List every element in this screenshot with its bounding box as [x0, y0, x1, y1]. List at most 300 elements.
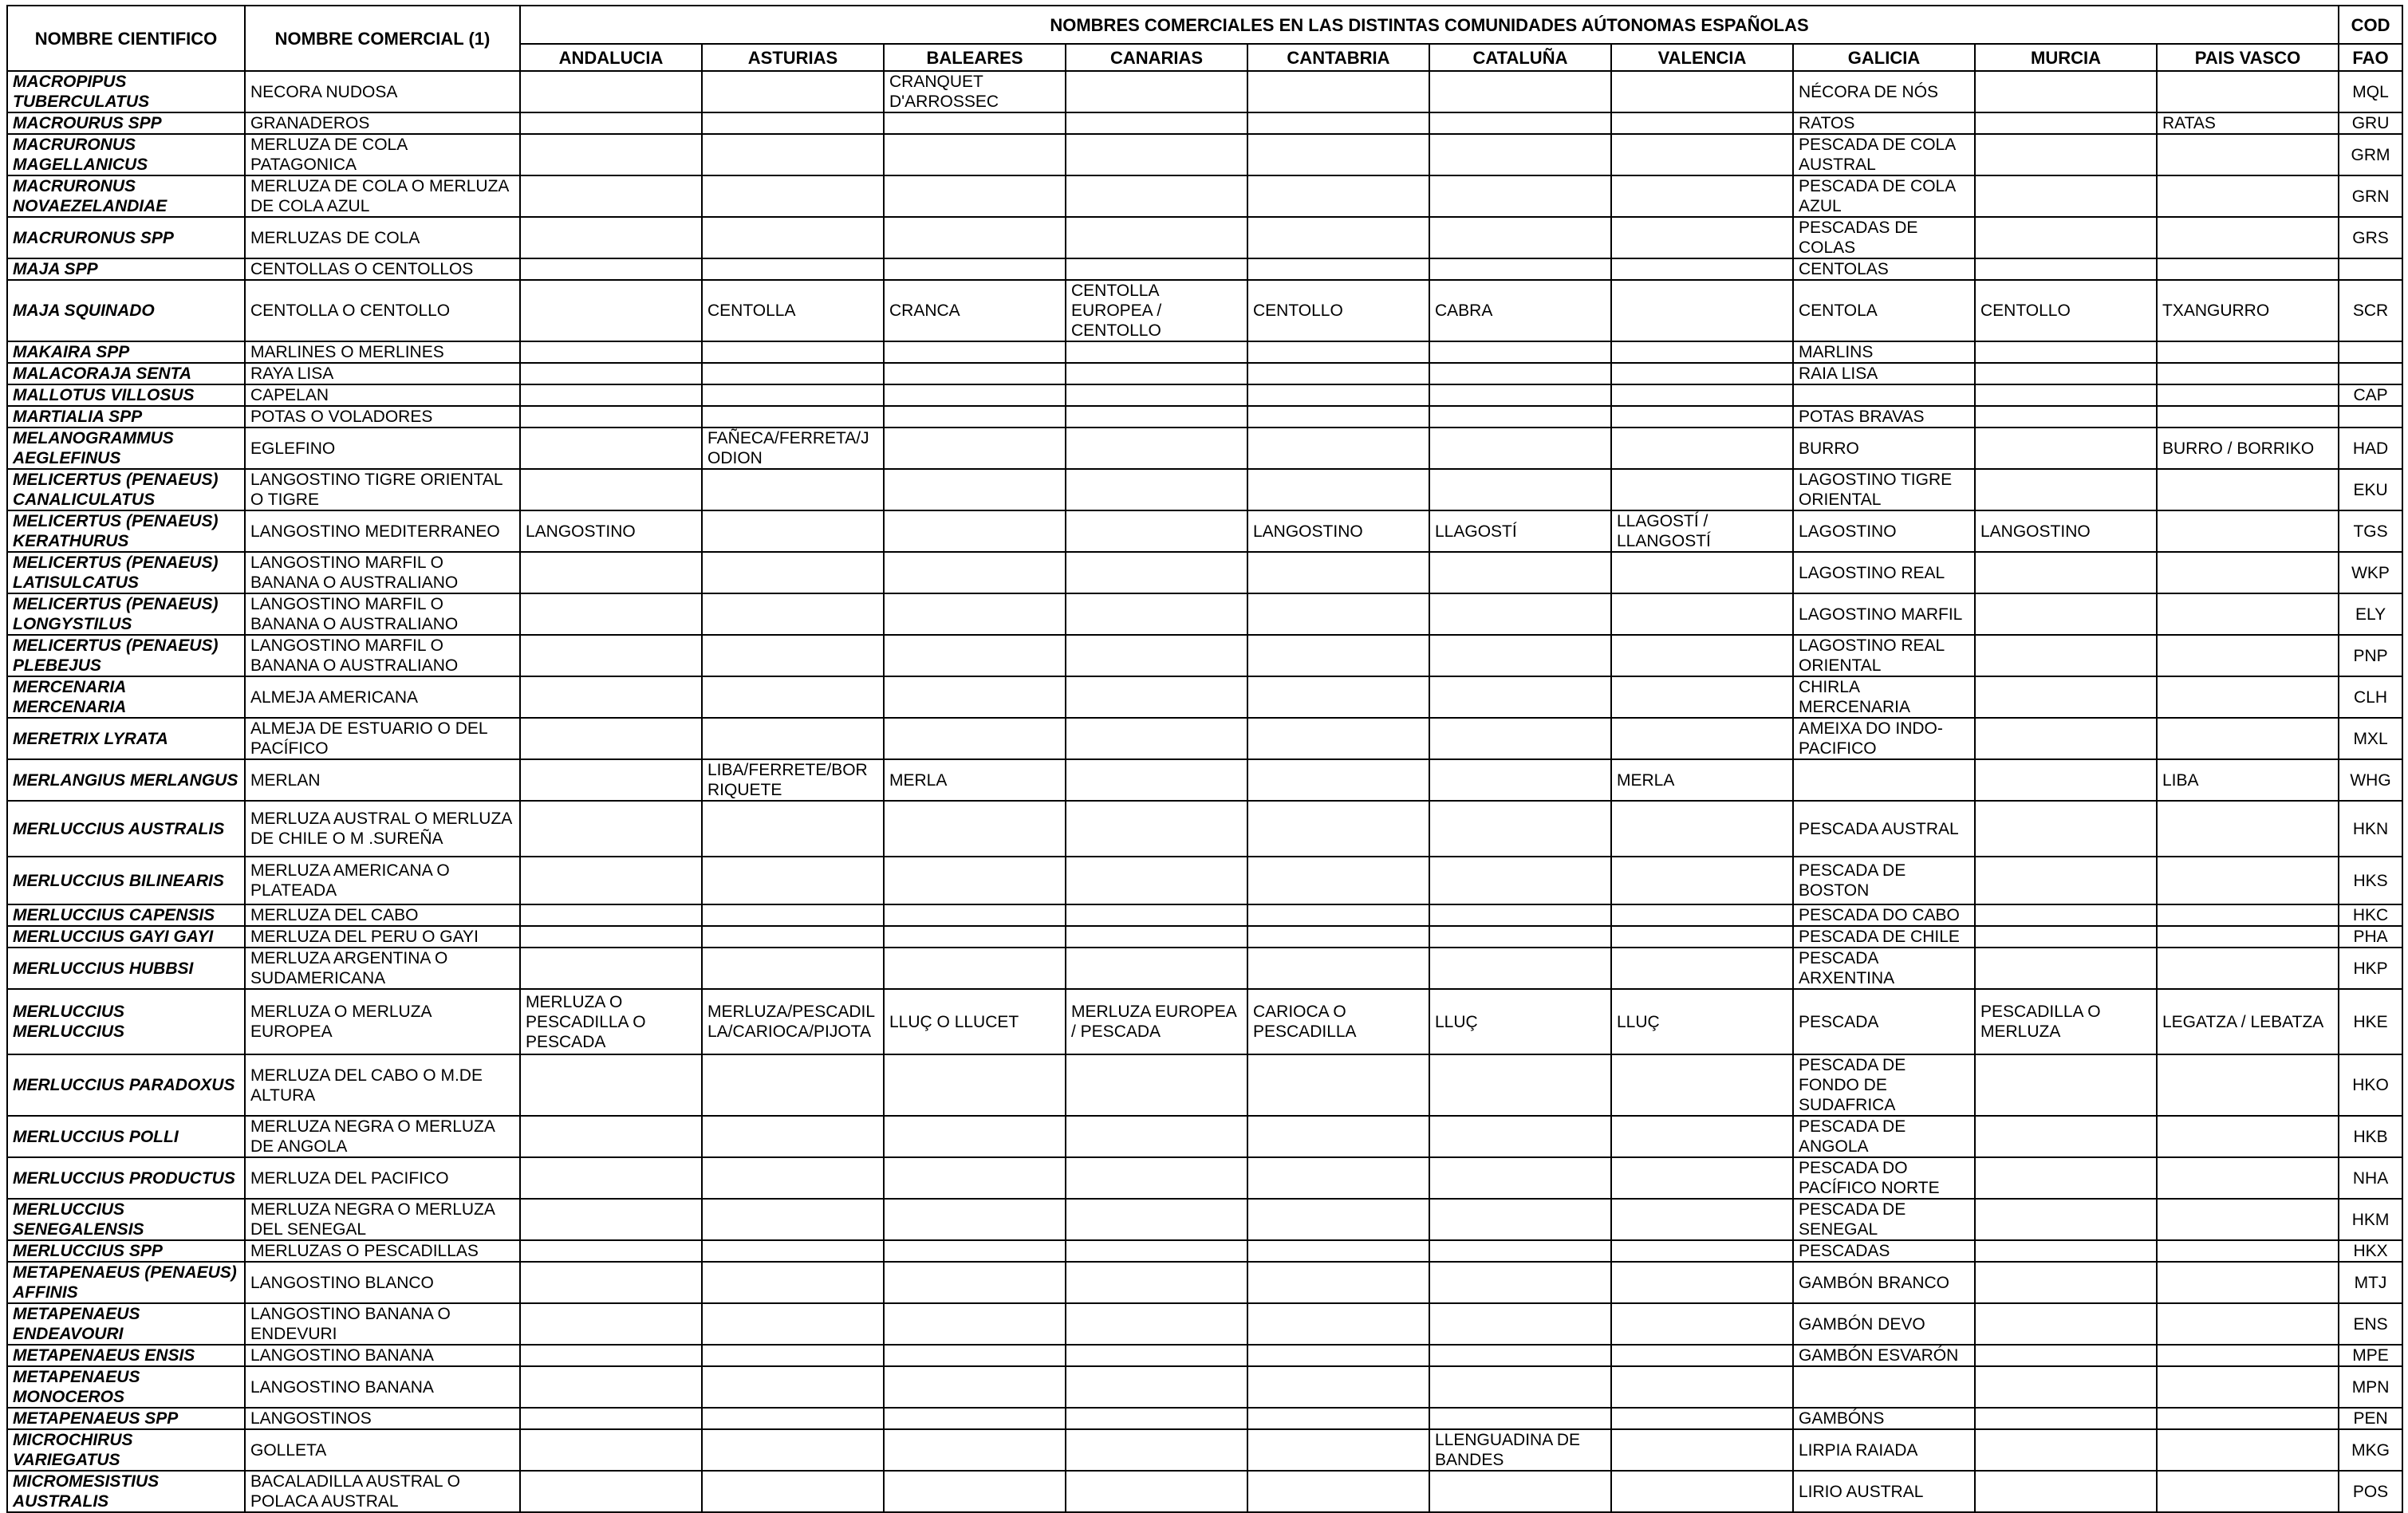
region-name-cell — [702, 1262, 884, 1303]
region-name-cell: MERLA — [1611, 759, 1793, 801]
table-row — [7, 904, 2402, 926]
region-name-cell — [702, 1157, 884, 1199]
region-name-cell: LEGATZA / LEBATZA — [2157, 989, 2339, 1054]
fao-code-cell — [2339, 258, 2402, 280]
table-row — [7, 258, 2402, 280]
region-name-cell — [1247, 175, 1429, 217]
region-name-cell — [520, 718, 702, 759]
region-name-cell — [702, 926, 884, 948]
table-row — [7, 1408, 2402, 1429]
region-name-cell — [1247, 384, 1429, 406]
header-region-0: ANDALUCIA — [520, 44, 702, 71]
region-name-cell — [2157, 1054, 2339, 1116]
region-name-cell — [520, 1345, 702, 1366]
table-row — [7, 280, 2402, 341]
table-row — [7, 1116, 2402, 1157]
scientific-name-cell: MELICERTUS (PENAEUS) LONGYSTILUS — [7, 593, 245, 635]
region-name-cell: FAÑECA/FERRETA/JODION — [702, 428, 884, 469]
commercial-name-cell: MERLUZAS DE COLA — [245, 217, 520, 258]
region-name-cell — [1429, 469, 1611, 510]
region-name-cell — [1066, 71, 1247, 112]
region-name-cell — [1611, 948, 1793, 989]
region-name-cell: LAGOSTINO REAL ORIENTAL — [1793, 635, 1975, 676]
fao-code-cell: MQL — [2339, 71, 2402, 112]
region-name-cell — [1975, 1471, 2157, 1512]
fao-code-cell: PHA — [2339, 926, 2402, 948]
fao-code-cell: EKU — [2339, 469, 2402, 510]
region-name-cell — [1429, 112, 1611, 134]
scientific-name-cell: MERETRIX LYRATA — [7, 718, 245, 759]
region-name-cell — [1247, 904, 1429, 926]
scientific-name-cell: METAPENAEUS ENSIS — [7, 1345, 245, 1366]
region-name-cell — [702, 1366, 884, 1408]
commercial-name-cell: MERLUZA O MERLUZA EUROPEA — [245, 989, 520, 1054]
scientific-name-cell: MERLUCCIUS SENEGALENSIS — [7, 1199, 245, 1240]
region-name-cell — [1066, 1157, 1247, 1199]
region-name-cell — [1066, 718, 1247, 759]
commercial-name-cell: MERLUZA DEL PACIFICO — [245, 1157, 520, 1199]
region-name-cell — [702, 718, 884, 759]
region-name-cell — [2157, 904, 2339, 926]
fao-code-cell: MTJ — [2339, 1262, 2402, 1303]
region-name-cell — [1429, 1240, 1611, 1262]
header-fao: FAO — [2339, 44, 2402, 71]
region-name-cell: CABRA — [1429, 280, 1611, 341]
region-name-cell — [884, 1240, 1066, 1262]
table-row — [7, 948, 2402, 989]
region-name-cell — [1429, 134, 1611, 175]
table-row — [7, 428, 2402, 469]
region-name-cell — [2157, 552, 2339, 593]
region-name-cell — [1611, 635, 1793, 676]
region-name-cell — [1429, 718, 1611, 759]
region-name-cell: CRANCA — [884, 280, 1066, 341]
region-name-cell: GAMBÓN BRANCO — [1793, 1262, 1975, 1303]
region-name-cell — [520, 948, 702, 989]
header-region-3: CANARIAS — [1066, 44, 1247, 71]
region-name-cell — [1066, 406, 1247, 428]
region-name-cell: BURRO — [1793, 428, 1975, 469]
region-name-cell — [1066, 134, 1247, 175]
region-name-cell — [520, 1116, 702, 1157]
region-name-cell — [1975, 857, 2157, 904]
fao-code-cell: MKG — [2339, 1429, 2402, 1471]
region-name-cell — [1066, 1303, 1247, 1345]
region-name-cell: PESCADAS DE COLAS — [1793, 217, 1975, 258]
region-name-cell: LIRIO AUSTRAL — [1793, 1471, 1975, 1512]
region-name-cell — [2157, 635, 2339, 676]
region-name-cell — [1066, 759, 1247, 801]
table-row — [7, 1054, 2402, 1116]
region-name-cell — [702, 1408, 884, 1429]
region-name-cell — [520, 384, 702, 406]
fao-code-cell: NHA — [2339, 1157, 2402, 1199]
region-name-cell — [1611, 384, 1793, 406]
table-row — [7, 801, 2402, 857]
region-name-cell — [702, 635, 884, 676]
region-name-cell — [884, 593, 1066, 635]
table-body — [7, 71, 2402, 1512]
fao-code-cell: HKE — [2339, 989, 2402, 1054]
commercial-name-cell: RAYA LISA — [245, 363, 520, 384]
fao-code-cell: HKC — [2339, 904, 2402, 926]
region-name-cell — [1975, 1054, 2157, 1116]
region-name-cell — [884, 112, 1066, 134]
header-region-9: PAIS VASCO — [2157, 44, 2339, 71]
region-name-cell — [2157, 71, 2339, 112]
region-name-cell — [1247, 1116, 1429, 1157]
table-row — [7, 1366, 2402, 1408]
table-row — [7, 635, 2402, 676]
scientific-name-cell: MELICERTUS (PENAEUS) CANALICULATUS — [7, 469, 245, 510]
header-region-2: BALEARES — [884, 44, 1066, 71]
region-name-cell — [1975, 1199, 2157, 1240]
region-name-cell — [702, 593, 884, 635]
region-name-cell — [1793, 759, 1975, 801]
scientific-name-cell: MALLOTUS VILLOSUS — [7, 384, 245, 406]
commercial-name-cell: MERLUZA NEGRA O MERLUZA DEL SENEGAL — [245, 1199, 520, 1240]
region-name-cell: PESCADA AUSTRAL — [1793, 801, 1975, 857]
region-name-cell — [520, 857, 702, 904]
region-name-cell — [1247, 134, 1429, 175]
fao-code-cell: POS — [2339, 1471, 2402, 1512]
region-name-cell — [1066, 1262, 1247, 1303]
region-name-cell: PESCADAS — [1793, 1240, 1975, 1262]
region-name-cell — [884, 1471, 1066, 1512]
fao-code-cell: HKP — [2339, 948, 2402, 989]
table-row — [7, 1262, 2402, 1303]
region-name-cell — [1611, 217, 1793, 258]
region-name-cell — [884, 552, 1066, 593]
region-name-cell: GAMBÓNS — [1793, 1408, 1975, 1429]
region-name-cell — [1247, 593, 1429, 635]
region-name-cell — [884, 948, 1066, 989]
region-name-cell — [520, 175, 702, 217]
scientific-name-cell: MACROPIPUS TUBERCULATUS — [7, 71, 245, 112]
region-name-cell — [1975, 341, 2157, 363]
commercial-name-cell: LANGOSTINO TIGRE ORIENTAL O TIGRE — [245, 469, 520, 510]
region-name-cell — [884, 801, 1066, 857]
region-name-cell — [1066, 1345, 1247, 1366]
region-name-cell — [1975, 904, 2157, 926]
region-name-cell — [1793, 1366, 1975, 1408]
region-name-cell: LIBA/FERRETE/BORRIQUETE — [702, 759, 884, 801]
region-name-cell — [520, 904, 702, 926]
region-name-cell — [884, 384, 1066, 406]
commercial-name-cell: MERLUZA DEL PERU O GAYI — [245, 926, 520, 948]
fao-code-cell: GRU — [2339, 112, 2402, 134]
region-name-cell: PESCADA DE COLA AUSTRAL — [1793, 134, 1975, 175]
region-name-cell — [2157, 175, 2339, 217]
region-name-cell: CENTOLLA — [702, 280, 884, 341]
region-name-cell — [2157, 217, 2339, 258]
header-scientific-name: NOMBRE CIENTIFICO — [7, 6, 245, 71]
region-name-cell — [520, 1199, 702, 1240]
region-name-cell — [1066, 1240, 1247, 1262]
region-name-cell — [2157, 1157, 2339, 1199]
scientific-name-cell: MALACORAJA SENTA — [7, 363, 245, 384]
region-name-cell: LLUÇ — [1611, 989, 1793, 1054]
scientific-name-cell: MERLANGIUS MERLANGUS — [7, 759, 245, 801]
region-name-cell — [1429, 759, 1611, 801]
region-name-cell — [1429, 635, 1611, 676]
table-row — [7, 552, 2402, 593]
table-row — [7, 857, 2402, 904]
commercial-name-cell: MERLUZA DEL CABO — [245, 904, 520, 926]
header-cod: COD — [2339, 6, 2402, 44]
commercial-name-cell: MERLUZA AMERICANA O PLATEADA — [245, 857, 520, 904]
region-name-cell — [1429, 341, 1611, 363]
fao-code-cell: HKM — [2339, 1199, 2402, 1240]
region-name-cell — [2157, 258, 2339, 280]
region-name-cell — [884, 1199, 1066, 1240]
species-names-table — [6, 5, 2403, 1513]
region-name-cell — [884, 635, 1066, 676]
region-name-cell — [702, 363, 884, 384]
region-name-cell — [1975, 801, 2157, 857]
region-name-cell — [884, 406, 1066, 428]
region-name-cell — [1066, 801, 1247, 857]
commercial-name-cell: ALMEJA AMERICANA — [245, 676, 520, 718]
commercial-name-cell: BACALADILLA AUSTRAL O POLACA AUSTRAL — [245, 1471, 520, 1512]
table-row — [7, 134, 2402, 175]
region-name-cell — [884, 1366, 1066, 1408]
region-name-cell — [2157, 1199, 2339, 1240]
region-name-cell — [520, 134, 702, 175]
region-name-cell — [520, 217, 702, 258]
fao-code-cell: WKP — [2339, 552, 2402, 593]
commercial-name-cell: MERLUZA DEL CABO O M.DE ALTURA — [245, 1054, 520, 1116]
region-name-cell — [1975, 1366, 2157, 1408]
region-name-cell — [1611, 1262, 1793, 1303]
region-name-cell: MERLUZA O PESCADILLA O PESCADA — [520, 989, 702, 1054]
fao-code-cell: GRS — [2339, 217, 2402, 258]
region-name-cell — [1611, 363, 1793, 384]
scientific-name-cell: METAPENAEUS ENDEAVOURI — [7, 1303, 245, 1345]
region-name-cell — [1611, 1366, 1793, 1408]
region-name-cell — [702, 676, 884, 718]
scientific-name-cell: MARTIALIA SPP — [7, 406, 245, 428]
region-name-cell — [1247, 1262, 1429, 1303]
region-name-cell — [2157, 801, 2339, 857]
region-name-cell — [1429, 71, 1611, 112]
region-name-cell — [2157, 1262, 2339, 1303]
region-name-cell: LIBA — [2157, 759, 2339, 801]
region-name-cell — [2157, 134, 2339, 175]
fao-code-cell: SCR — [2339, 280, 2402, 341]
region-name-cell: PESCADA DE ANGOLA — [1793, 1116, 1975, 1157]
region-name-cell — [1975, 134, 2157, 175]
region-name-cell — [1066, 341, 1247, 363]
region-name-cell — [520, 926, 702, 948]
region-name-cell: PESCADA ARXENTINA — [1793, 948, 1975, 989]
region-name-cell: PESCADA DE SENEGAL — [1793, 1199, 1975, 1240]
region-name-cell: MERLUZA EUROPEA / PESCADA — [1066, 989, 1247, 1054]
region-name-cell — [1066, 635, 1247, 676]
table-row — [7, 989, 2402, 1054]
region-name-cell — [1975, 1157, 2157, 1199]
region-name-cell — [1066, 428, 1247, 469]
region-name-cell: CENTOLLO — [1975, 280, 2157, 341]
region-name-cell — [2157, 1116, 2339, 1157]
region-name-cell — [1247, 1408, 1429, 1429]
region-name-cell — [1611, 1054, 1793, 1116]
region-name-cell: CENTOLLA EUROPEA / CENTOLLO — [1066, 280, 1247, 341]
region-name-cell: RATOS — [1793, 112, 1975, 134]
region-name-cell — [1429, 1471, 1611, 1512]
region-name-cell — [520, 1366, 702, 1408]
region-name-cell — [1975, 1262, 2157, 1303]
scientific-name-cell: METAPENAEUS (PENAEUS) AFFINIS — [7, 1262, 245, 1303]
fao-code-cell: TGS — [2339, 510, 2402, 552]
region-name-cell — [884, 510, 1066, 552]
region-name-cell — [2157, 926, 2339, 948]
fao-code-cell: HKS — [2339, 857, 2402, 904]
table-row — [7, 469, 2402, 510]
region-name-cell — [1247, 363, 1429, 384]
commercial-name-cell: MARLINES O MERLINES — [245, 341, 520, 363]
region-name-cell — [1975, 718, 2157, 759]
region-name-cell — [702, 258, 884, 280]
region-name-cell: RAIA LISA — [1793, 363, 1975, 384]
region-name-cell — [1247, 1240, 1429, 1262]
region-name-cell — [1611, 1471, 1793, 1512]
region-name-cell: POTAS BRAVAS — [1793, 406, 1975, 428]
region-name-cell — [884, 1345, 1066, 1366]
header-regions-group: NOMBRES COMERCIALES EN LAS DISTINTAS COMUNIDADES AÚTONOMAS ESPAÑOLAS — [520, 6, 2339, 44]
region-name-cell — [1247, 428, 1429, 469]
commercial-name-cell: LANGOSTINO MARFIL O BANANA O AUSTRALIANO — [245, 635, 520, 676]
scientific-name-cell: MERLUCCIUS POLLI — [7, 1116, 245, 1157]
region-name-cell — [1066, 384, 1247, 406]
region-name-cell — [1429, 1262, 1611, 1303]
table-row — [7, 1199, 2402, 1240]
header-region-1: ASTURIAS — [702, 44, 884, 71]
table-row — [7, 406, 2402, 428]
region-name-cell — [1066, 258, 1247, 280]
region-name-cell — [520, 280, 702, 341]
region-name-cell — [1975, 1345, 2157, 1366]
region-name-cell — [884, 175, 1066, 217]
region-name-cell: MERLUZA/PESCADILLA/CARIOCA/PIJOTA — [702, 989, 884, 1054]
region-name-cell — [884, 258, 1066, 280]
region-name-cell — [520, 112, 702, 134]
region-name-cell: LIRPIA RAIADA — [1793, 1429, 1975, 1471]
region-name-cell — [1066, 1471, 1247, 1512]
region-name-cell — [884, 857, 1066, 904]
scientific-name-cell: MELICERTUS (PENAEUS) PLEBEJUS — [7, 635, 245, 676]
region-name-cell — [1066, 510, 1247, 552]
fao-code-cell — [2339, 406, 2402, 428]
commercial-name-cell: LANGOSTINO BANANA — [245, 1366, 520, 1408]
region-name-cell — [1975, 71, 2157, 112]
region-name-cell — [702, 1199, 884, 1240]
fao-code-cell: MPN — [2339, 1366, 2402, 1408]
region-name-cell — [1247, 948, 1429, 989]
fao-code-cell: MXL — [2339, 718, 2402, 759]
commercial-name-cell: LANGOSTINO BANANA O ENDEVURI — [245, 1303, 520, 1345]
region-name-cell — [702, 948, 884, 989]
region-name-cell: NÉCORA DE NÓS — [1793, 71, 1975, 112]
region-name-cell — [884, 676, 1066, 718]
scientific-name-cell: MERLUCCIUS HUBBSI — [7, 948, 245, 989]
region-name-cell — [520, 801, 702, 857]
table-row — [7, 676, 2402, 718]
region-name-cell — [1066, 469, 1247, 510]
fao-code-cell: GRN — [2339, 175, 2402, 217]
region-name-cell — [1611, 112, 1793, 134]
region-name-cell: LAGOSTINO REAL — [1793, 552, 1975, 593]
scientific-name-cell: MACRURONUS SPP — [7, 217, 245, 258]
region-name-cell — [1066, 1408, 1247, 1429]
region-name-cell — [1975, 676, 2157, 718]
fao-code-cell: PEN — [2339, 1408, 2402, 1429]
region-name-cell — [1975, 635, 2157, 676]
scientific-name-cell: MAJA SQUINADO — [7, 280, 245, 341]
region-name-cell — [1429, 676, 1611, 718]
region-name-cell — [2157, 1366, 2339, 1408]
commercial-name-cell: LANGOSTINO BLANCO — [245, 1262, 520, 1303]
region-name-cell — [1247, 718, 1429, 759]
region-name-cell — [1247, 1471, 1429, 1512]
commercial-name-cell: LANGOSTINO MARFIL O BANANA O AUSTRALIANO — [245, 552, 520, 593]
region-name-cell — [520, 1429, 702, 1471]
scientific-name-cell: MICROMESISTIUS AUSTRALIS — [7, 1471, 245, 1512]
scientific-name-cell: MERLUCCIUS SPP — [7, 1240, 245, 1262]
region-name-cell — [1429, 406, 1611, 428]
region-name-cell — [2157, 363, 2339, 384]
region-name-cell — [1975, 384, 2157, 406]
region-name-cell — [1247, 857, 1429, 904]
header-commercial-name: NOMBRE COMERCIAL (1) — [245, 6, 520, 71]
scientific-name-cell: MELANOGRAMMUS AEGLEFINUS — [7, 428, 245, 469]
scientific-name-cell: MERLUCCIUS MERLUCCIUS — [7, 989, 245, 1054]
region-name-cell — [2157, 948, 2339, 989]
region-name-cell — [702, 469, 884, 510]
region-name-cell — [1066, 363, 1247, 384]
region-name-cell: AMEIXA DO INDO-PACIFICO — [1793, 718, 1975, 759]
region-name-cell — [1975, 175, 2157, 217]
region-name-cell: CENTOLAS — [1793, 258, 1975, 280]
region-name-cell — [702, 1345, 884, 1366]
header-region-5: CATALUÑA — [1429, 44, 1611, 71]
region-name-cell — [1611, 926, 1793, 948]
region-name-cell — [884, 1157, 1066, 1199]
region-name-cell — [1611, 1116, 1793, 1157]
region-name-cell — [1975, 112, 2157, 134]
region-name-cell — [702, 857, 884, 904]
region-name-cell: CHIRLA MERCENARIA — [1793, 676, 1975, 718]
region-name-cell: PESCADA DO PACÍFICO NORTE — [1793, 1157, 1975, 1199]
region-name-cell — [1247, 635, 1429, 676]
region-name-cell — [884, 217, 1066, 258]
commercial-name-cell: GOLLETA — [245, 1429, 520, 1471]
region-name-cell — [520, 1054, 702, 1116]
region-name-cell — [702, 1429, 884, 1471]
fao-code-cell: HKX — [2339, 1240, 2402, 1262]
region-name-cell — [1611, 1429, 1793, 1471]
species-table-page — [6, 5, 2402, 1511]
fao-code-cell: CLH — [2339, 676, 2402, 718]
table-row — [7, 1429, 2402, 1471]
table-row — [7, 1303, 2402, 1345]
scientific-name-cell: MELICERTUS (PENAEUS) LATISULCATUS — [7, 552, 245, 593]
region-name-cell — [520, 406, 702, 428]
table-row — [7, 112, 2402, 134]
region-name-cell — [1247, 469, 1429, 510]
table-row — [7, 175, 2402, 217]
region-name-cell — [1247, 341, 1429, 363]
